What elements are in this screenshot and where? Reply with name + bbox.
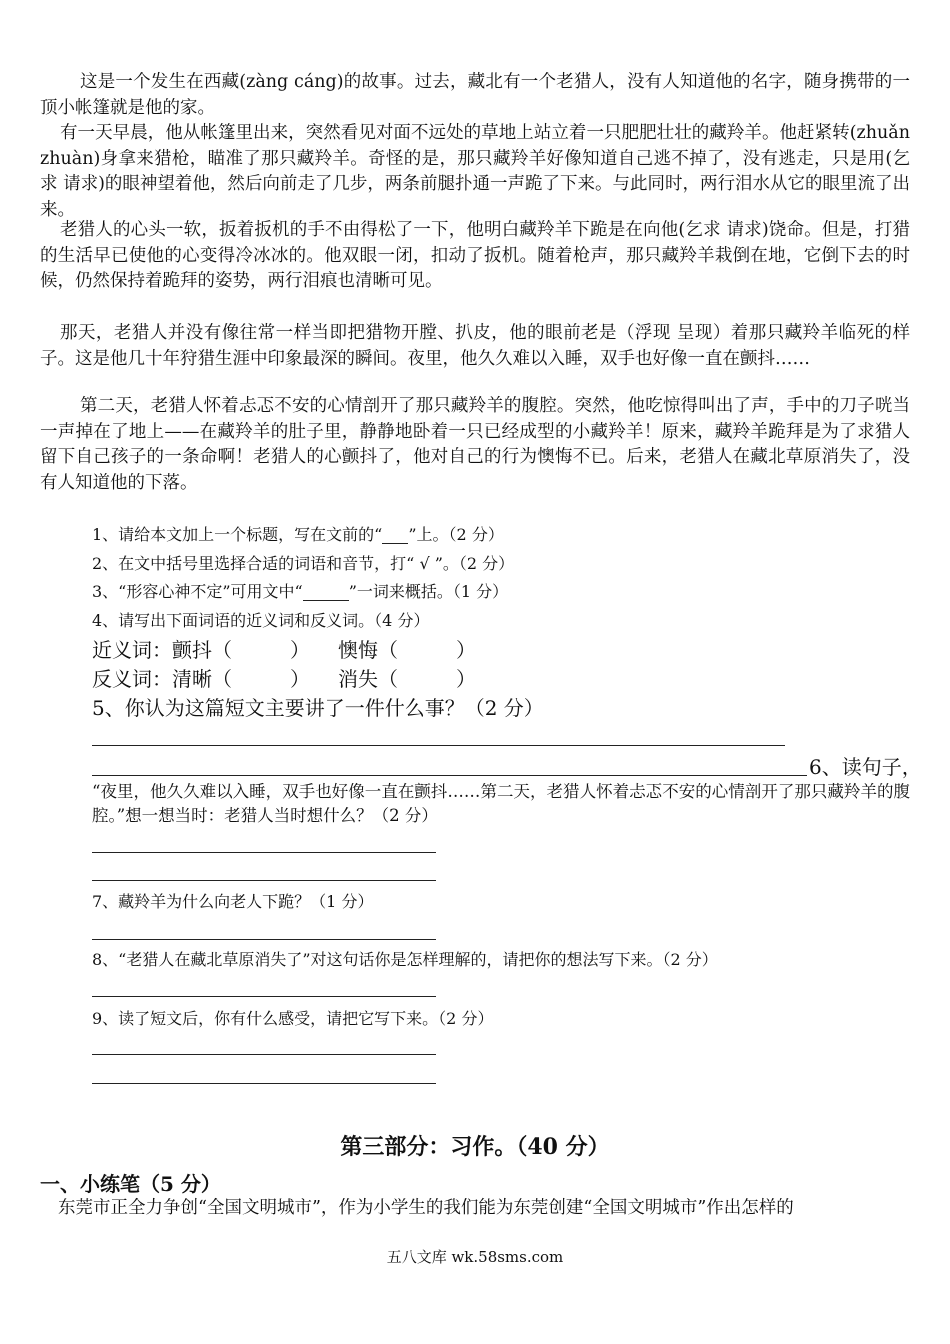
answer-line-q7[interactable] xyxy=(92,939,436,940)
footer-watermark: 五八文库 wk.58sms.com xyxy=(386,1248,564,1266)
synonym-row: 近义词：颤抖（ ） 懊悔（ ） xyxy=(92,638,476,662)
answer-line-q5-1[interactable] xyxy=(92,745,785,746)
answer-line-q6-2[interactable] xyxy=(92,880,436,881)
question-2: 2、在文中括号里选择合适的词语和音节，打“ √ ”。（2 分） xyxy=(92,554,515,573)
passage-paragraph-2: 有一天早晨，他从帐篷里出来，突然看见对面不远处的草地上站立着一只肥肥壮壮的藏羚羊。他赶紧转(zhuǎn zhuàn)身拿来猎枪，瞄准了那只藏羚羊。奇怪的是，那只藏羚羊好像知道自己逃不掉了，没有逃走，只是用(乞求 请求)的眼神望着他，然后向前走了几步，两条前腿扑通一声跪了下来。与此同时，两行泪水从它的眼里流了出来。 xyxy=(40,123,910,220)
word-blank[interactable] xyxy=(303,584,349,601)
question-9: 9、读了短文后，你有什么感受，请把它写下来。（2 分） xyxy=(92,1009,494,1028)
question-7: 7、藏羚羊为什么向老人下跪？（1 分） xyxy=(92,892,374,911)
passage-paragraph-1: 这是一个发生在西藏(zàng cáng)的故事。过去，藏北有一个老猎人，没有人知道他的名字，随身携带的一顶小帐篷就是他的家。 xyxy=(40,72,910,118)
writing-prompt: 东莞市正全力争创“全国文明城市”，作为小学生的我们能为东莞创建“全国文明城市”作出怎样的 xyxy=(58,1198,794,1218)
section-3-title: 第三部分：习作。（40 分） xyxy=(340,1134,610,1160)
question-6-label: 6、读句子， xyxy=(809,755,922,779)
question-8: 8、“老猎人在藏北草原消失了”对这句话你是怎样理解的，请把你的想法写下来。（2 分） xyxy=(92,950,718,969)
question-3: 3、“形容心神不定”可用文中“ ”一词来概括。（1 分） xyxy=(92,582,509,601)
question-1: 1、请给本文加上一个标题，写在文前的“ ”上。（2 分） xyxy=(92,525,504,544)
question-6: “夜里，他久久难以入睡，双手也好像一直在颤抖……第二天，老猎人怀着忐忑不安的心情剖开了那只藏羚羊的腹腔。”想一想当时：老猎人当时想什么？（2 分） xyxy=(92,782,910,825)
passage-paragraph-5: 第二天，老猎人怀着忐忑不安的心情剖开了那只藏羚羊的腹腔。突然，他吃惊得叫出了声，手中的刀子咣当一声掉在了地上——在藏羚羊的肚子里，静静地卧着一只已经成型的小藏羚羊！原来，藏羚羊跪拜是为了求猎人留下自己孩子的一条命啊！老猎人的心颤抖了，他对自己的行为懊悔不已。后来，老猎人在藏北草原消失了，没有人知道他的下落。 xyxy=(40,396,910,493)
title-blank[interactable] xyxy=(382,527,408,544)
passage-paragraph-4: 那天，老猎人并没有像往常一样当即把猎物开膛、扒皮，他的眼前老是（浮现 呈现）着那只藏羚羊临死的样子。这是他几十年狩猎生涯中印象最深的瞬间。夜里，他久久难以入睡，双手也好像一直在颤抖…… xyxy=(40,323,910,369)
passage-paragraph-3: 老猎人的心头一软，扳着扳机的手不由得松了一下，他明白藏羚羊下跪是在向他(乞求 请求)饶命。但是，打猎的生活早已使他的心变得冷冰冰的。他双眼一闭，扣动了扳机。随着枪声，那只藏羚羊栽倒在地，它倒下去的时候，仍然保持着跪拜的姿势，两行泪痕也清晰可见。 xyxy=(40,220,910,291)
question-4: 4、请写出下面词语的近义词和反义词。（4 分） xyxy=(92,611,430,630)
subsection-title: 一、小练笔（5 分） xyxy=(40,1172,221,1196)
answer-line-q5-2[interactable] xyxy=(92,775,807,776)
answer-line-q9-1[interactable] xyxy=(92,1054,436,1055)
question-5: 5、你认为这篇短文主要讲了一件什么事？（2 分） xyxy=(92,696,544,720)
answer-line-q8[interactable] xyxy=(92,996,436,997)
answer-line-q6-1[interactable] xyxy=(92,852,436,853)
antonym-row: 反义词：清晰（ ） 消失（ ） xyxy=(92,667,476,691)
answer-line-q9-2[interactable] xyxy=(92,1083,436,1084)
